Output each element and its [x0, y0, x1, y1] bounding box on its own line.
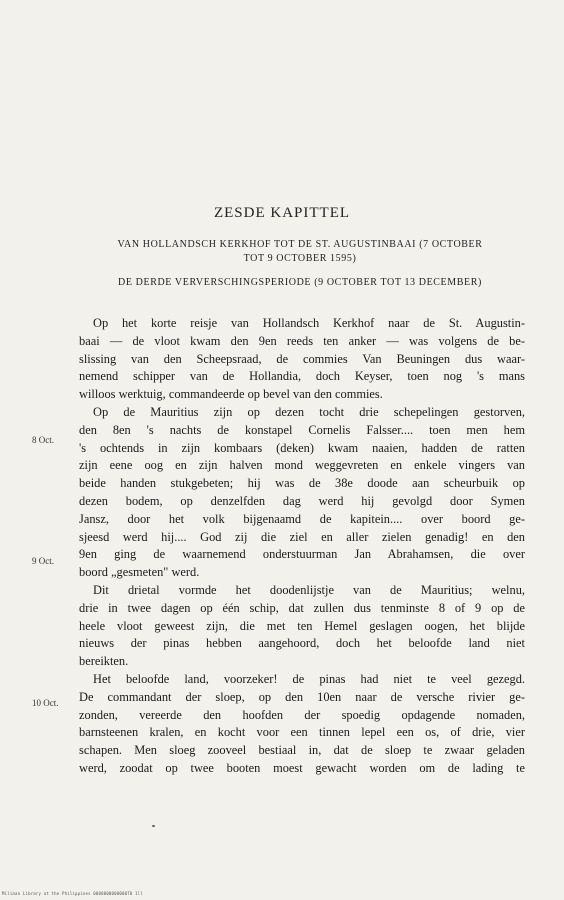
text-line: 's ochtends in zijn kombaars (deken) kwam naaien, hadden de ratten: [79, 440, 525, 455]
text-line: Op het korte reisje van Hollandsch Kerkhof naar de St. Augustin-: [93, 316, 525, 330]
ink-speck: [152, 825, 155, 827]
margin-date: 10 Oct.: [32, 698, 59, 708]
text-line: baai — de vloot kwam den 9en reeds ten anker — was volgens de be-: [79, 333, 525, 348]
text-line: slissing van den Scheepsraad, de commies Van Beuningen dus waar-: [79, 351, 525, 366]
text-line: Op de Mauritius zijn op dezen tocht drie schepelingen gestorven,: [93, 404, 525, 419]
text-line: Dit drietal vormde het doodenlijstje van de Mauritius; welnu,: [93, 582, 525, 597]
scan-footer: Miliaan Library at the Philippines 0000000000000T0 1ll: [2, 891, 143, 896]
text-line: zonden, vereerde den hoofden der spoedig opdagende nomaden,: [79, 707, 525, 722]
text-line: bereikten.: [79, 654, 129, 669]
chapter-subtitle-2: DE DERDE VERVERSCHINGSPERIODE (9 OCTOBER TOT 13 DECEMBER): [118, 277, 482, 288]
subtitle-line: VAN HOLLANDSCH KERKHOF TOT DE ST. AUGUSTINBAAI (7 OCTOBER: [117, 239, 483, 250]
text-line: drie in twee dagen op één schip, dat zullen dus tenminste 8 of 9 op de: [79, 600, 525, 615]
text-line: beide handen stukgebeten; hij was de 38e doode aan scheurbuik op: [79, 476, 525, 491]
text-line: De commandant der sloep, op den 10en naar de versche rivier ge-: [79, 689, 525, 704]
text-line: Jansz, door het volk bijgenaamd de kapitein.... over boord ge-: [79, 511, 525, 526]
text-line: zijn eene oog en zijn halven mond weggevreten en enkele vingers van: [79, 458, 525, 473]
chapter-title: ZESDE KAPITTEL: [213, 205, 351, 221]
chapter-subtitle: [70, 238, 530, 266]
text-line: schapen. Men sloeg zooveel bestiaal in, dat de sloep te zwaar geladen: [79, 743, 525, 758]
text-line: barnsteenen kralen, en kocht voor een tinnen lepel een os, of drie, vier: [79, 725, 525, 740]
subtitle-line: TOT 9 OCTOBER 1595): [243, 253, 357, 264]
text-line: 9en ging de waarnemend onderstuurman Jan Abrahamsen, die over: [79, 547, 525, 562]
body-text: [79, 315, 525, 778]
text-line: boord „gesmeten" werd.: [79, 565, 200, 580]
text-line: nieuws der pinas hebben aangehoord, doch het beloofde land niet: [79, 636, 525, 651]
text-line: den 8en 's nachts de konstapel Cornelis Falsser.... toen men hem: [79, 422, 525, 437]
text-line: Het beloofde land, voorzeker! de pinas had niet te veel gezegd.: [93, 671, 525, 686]
margin-date: 9 Oct.: [32, 556, 54, 566]
text-line: nemend schipper van de Hollandia, doch Keyser, toen nog 's mans: [79, 369, 525, 384]
text-line: werd, zoodat op twee booten moest gewacht worden om de lading te: [79, 760, 525, 775]
text-line: heele vloot geweest zijn, die met ten Hemel geslagen oogen, het blijde: [79, 618, 525, 633]
text-line: dezen bodem, op denzelfden dag werd hij gevolgd door Symen: [79, 493, 525, 508]
text-line: sjeesd werd hij.... God zij die ziel en aller zielen genadig! en den: [79, 529, 525, 544]
text-line: willoos werktuig, commandeerde op bevel van den commies.: [79, 387, 383, 402]
margin-date: 8 Oct.: [32, 435, 54, 445]
